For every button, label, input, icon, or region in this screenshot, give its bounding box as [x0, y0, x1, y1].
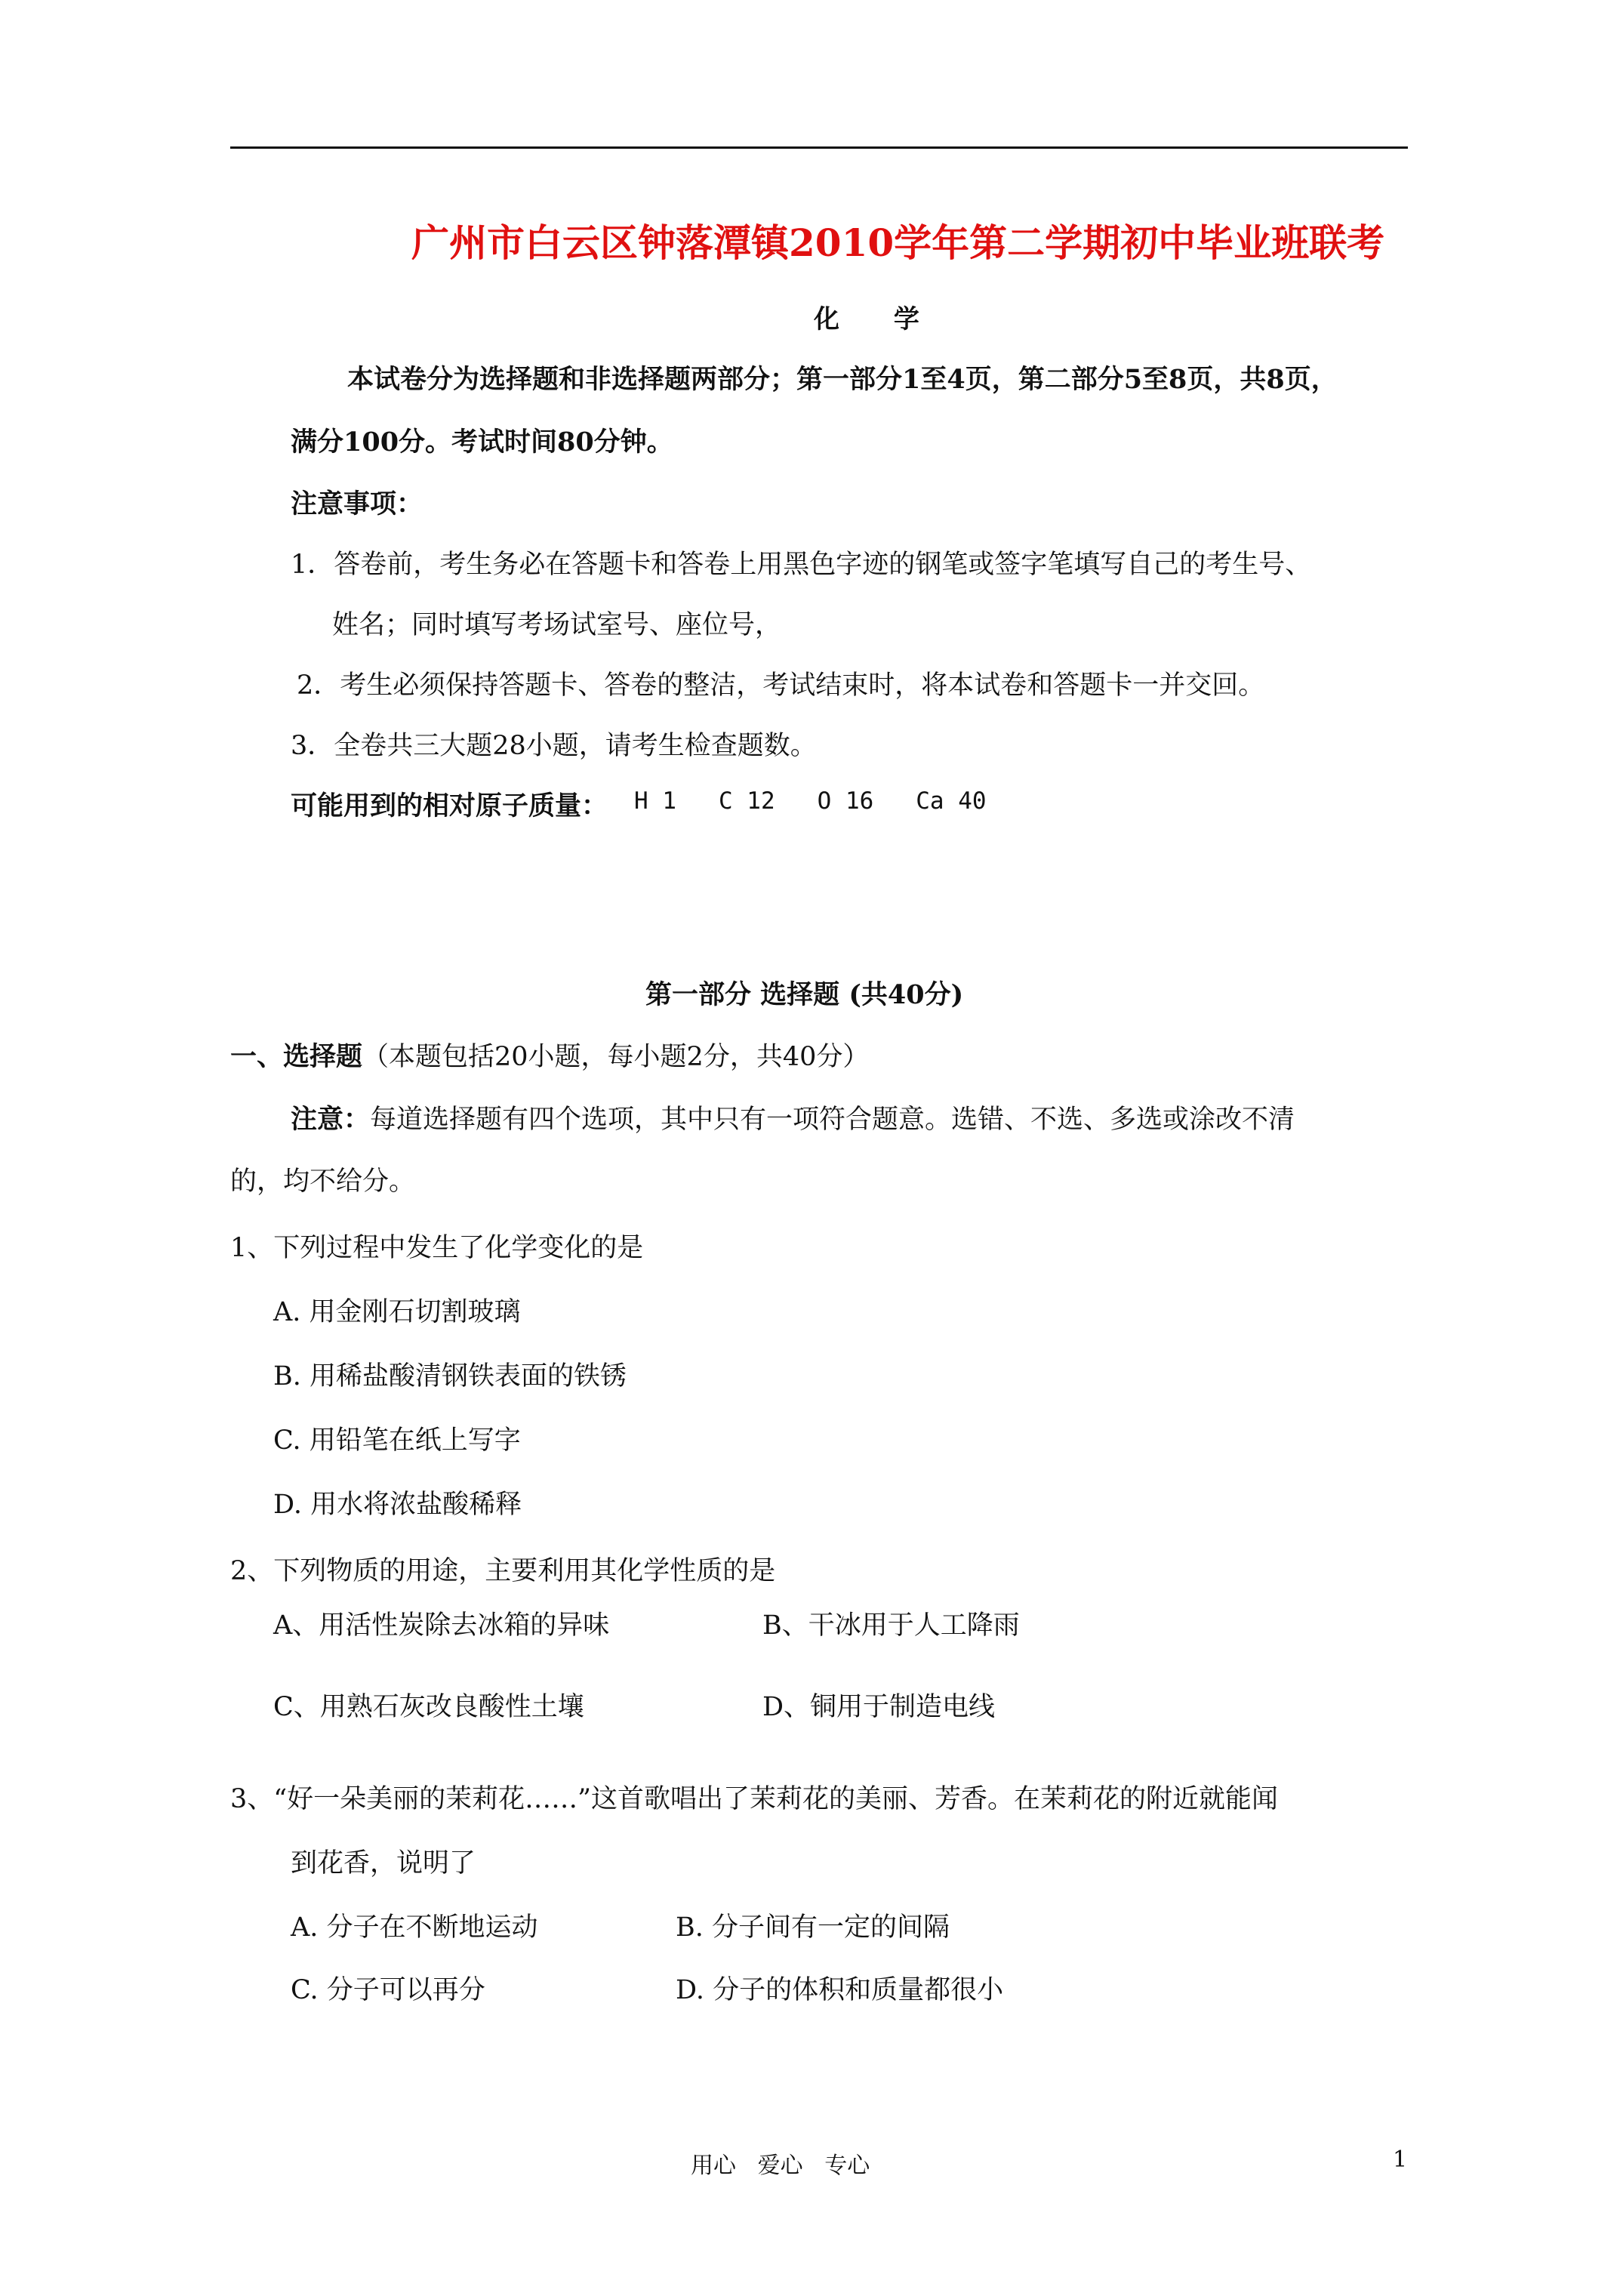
footer-motto: 用心 爱心 专心	[691, 2153, 870, 2179]
section-1-title	[230, 1036, 869, 1074]
question-3-option-c: C. 分子可以再分	[291, 1975, 485, 2005]
question-2-option-b: B、干冰用于人工降雨	[762, 1610, 1020, 1641]
notes-heading: 注意事项：	[291, 488, 423, 519]
question-3-option-a: A. 分子在不断地运动	[291, 1912, 538, 1943]
question-1-option-b: B. 用稀盐酸清钢铁表面的铁锈	[273, 1361, 627, 1391]
attention-line-2: 的，均不给分。	[230, 1166, 416, 1197]
part1-heading: 第一部分 选择题 (共40分)	[645, 979, 964, 1010]
question-2-option-d: D、铜用于制造电线	[762, 1692, 996, 1722]
question-3-option-d: D. 分子的体积和质量都很小	[676, 1975, 1004, 2005]
question-2-option-a: A、用活性炭除去冰箱的异味	[273, 1610, 610, 1641]
atomic-mass-label: 可能用到的相对原子质量：	[291, 791, 608, 821]
attention-text-1: 每道选择题有四个选项，其中只有一项符合题意。选错、不选、多选或涂改不清	[370, 1105, 1295, 1135]
subject-label: 化 学	[814, 304, 942, 334]
question-3-stem-line-1: 3、“好一朵美丽的茉莉花……”这首歌唱出了茉莉花的美丽、芳香。在茉莉花的附近就能闻	[230, 1784, 1279, 1814]
note-item-3: 3．全卷共三大题28小题，请考生检查题数。	[291, 731, 817, 761]
page-number: 1	[1393, 2147, 1408, 2173]
question-2-stem: 2、下列物质的用途，主要利用其化学性质的是	[230, 1556, 776, 1586]
section-1-note: （本题包括20小题，每小题2分，共40分）	[362, 1042, 870, 1072]
note-item-1-line-2: 姓名；同时填写考场试室号、座位号，	[332, 610, 782, 640]
intro-line-2: 满分100分。考试时间80分钟。	[291, 427, 673, 458]
question-3-stem-line-2: 到花香，说明了	[291, 1848, 476, 1878]
note-item-2: 2．考生必须保持答题卡、答卷的整洁，考试结束时，将本试卷和答题卡一并交回。	[297, 670, 1265, 701]
note-item-1-line-1: 1．答卷前，考生务必在答题卡和答卷上用黑色字迹的钢笔或签字笔填写自己的考生号、	[291, 550, 1312, 580]
question-1-option-d: D. 用水将浓盐酸稀释	[273, 1490, 522, 1520]
atomic-mass-values: H 1 C 12 O 16 Ca 40	[634, 787, 987, 815]
section-1-label: 一、选择题	[230, 1041, 363, 1072]
attention-label: 注意：	[291, 1104, 371, 1135]
question-3-option-b: B. 分子间有一定的间隔	[676, 1912, 950, 1943]
question-1-option-a: A. 用金刚石切割玻璃	[273, 1297, 521, 1327]
header-rule	[230, 146, 1408, 149]
question-2-option-c: C、用熟石灰改良酸性土壤	[273, 1692, 584, 1722]
attention-line-1	[291, 1099, 1295, 1136]
intro-line-1: 本试卷分为选择题和非选择题两部分；第一部分1至4页，第二部分5至8页，共8页，	[347, 364, 1338, 395]
question-1-stem: 1、下列过程中发生了化学变化的是	[230, 1233, 644, 1263]
question-1-option-c: C. 用铅笔在纸上写字	[273, 1425, 521, 1456]
exam-title: 广州市白云区钟落潭镇2010学年第二学期初中毕业班联考	[411, 220, 1385, 265]
